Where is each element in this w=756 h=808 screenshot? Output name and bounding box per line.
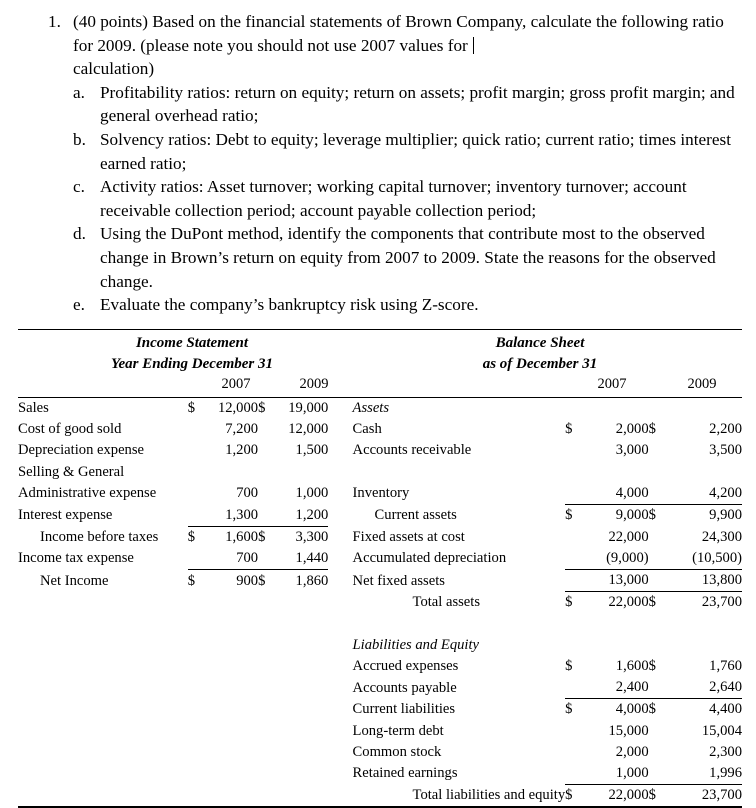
income-statement-row-label: Income tax expense [18, 550, 134, 567]
balance-sheet-2009-value: 13,800 [666, 570, 742, 592]
balance-sheet-2009-currency [649, 570, 666, 592]
balance-sheet-2009-value [666, 462, 742, 483]
income-statement-row-label: Depreciation expense [18, 442, 145, 459]
text-cursor [473, 37, 474, 54]
balance-sheet-2009-value: 24,300 [701, 528, 742, 545]
balance-sheet-2007-value: (9,000) [582, 548, 648, 570]
balance-sheet-col-2007: 2007 [597, 376, 627, 392]
income-statement-2007-currency [188, 505, 203, 527]
income-statement-2009-currency [258, 462, 273, 483]
balance-sheet-2007-currency: $ [565, 657, 573, 674]
table-row [18, 785, 742, 807]
income-statement-2009-value: 12,000 [288, 421, 329, 438]
balance-sheet-2007-currency [565, 440, 582, 461]
table-row [18, 721, 742, 742]
empty-cell [18, 677, 188, 699]
balance-sheet-row-label: Accounts payable [352, 679, 457, 696]
balance-sheet-2009-value: 2,640 [666, 677, 742, 699]
balance-sheet-2007-value: 22,000 [608, 787, 649, 804]
income-statement-2007-value: 700 [236, 485, 259, 502]
subitem-text-e: Evaluate the company’s bankruptcy risk using Z-score. [100, 295, 479, 315]
income-statement-row-label: Income before taxes [40, 528, 159, 545]
income-statement-2009-value: 3,300 [295, 528, 329, 545]
balance-sheet-2007-currency [565, 483, 582, 505]
column-gap [328, 614, 352, 635]
balance-sheet-2007-value: 1,600 [615, 657, 649, 674]
column-gap [328, 483, 352, 505]
empty-cell [18, 656, 188, 677]
balance-sheet-2007-currency [565, 677, 582, 699]
empty-cell [273, 635, 328, 656]
column-gap [328, 526, 352, 548]
balance-sheet-2009-value: 4,200 [666, 483, 742, 505]
balance-sheet-row-label: Long-term debt [352, 722, 444, 739]
income-statement-header-spacer [18, 375, 188, 394]
balance-sheet-row-label: Accumulated depreciation [352, 550, 507, 567]
balance-sheet-2009-currency: $ [648, 657, 656, 674]
table-row [18, 462, 742, 483]
column-gap [328, 592, 352, 614]
subitem-marker-d: d. [73, 224, 86, 244]
empty-cell [188, 742, 203, 763]
table-row [18, 548, 742, 570]
empty-cell [258, 763, 273, 785]
column-gap [328, 505, 352, 527]
table-row [18, 614, 742, 635]
balance-sheet-2009-currency [649, 462, 666, 483]
income-statement-title-line2: Year Ending December 31 [110, 356, 274, 372]
question-subitem-d [73, 222, 742, 293]
empty-cell [273, 614, 328, 635]
balance-sheet-2009-currency [649, 483, 666, 505]
empty-cell [18, 785, 188, 807]
subitem-text-d: Using the DuPont method, identify the components that contribute most to the observed change in Brown’s return on equity from 2007 to 2009. State the reasons for the observed change. [100, 224, 716, 291]
balance-sheet-2009-value: 3,500 [709, 442, 742, 459]
income-statement-2009-value: 1,000 [295, 485, 329, 502]
balance-sheet-row-label: Fixed assets at cost [352, 528, 465, 545]
statements-grid [18, 398, 742, 806]
balance-sheet-col-2009: 2009 [687, 376, 717, 392]
balance-sheet-2009-currency [649, 548, 666, 570]
balance-sheet-2009-value [666, 614, 742, 635]
subitem-marker-c: c. [73, 177, 85, 197]
subitem-text-c: Activity ratios: Asset turnover; working capital turnover; inventory turnover; account receivable collection period; account payable collection period; [100, 177, 687, 220]
empty-cell [258, 614, 273, 635]
column-gap [328, 570, 352, 592]
table-row [18, 419, 742, 440]
balance-sheet-header-spacer [358, 375, 558, 394]
balance-sheet-2009-currency [649, 742, 666, 763]
question-subitem-c [73, 175, 742, 222]
balance-sheet-2009-currency [649, 635, 666, 656]
column-gap [328, 462, 352, 483]
subitem-text-a: Profitability ratios: return on equity; return on assets; profit margin; gross profit margin; and general overhead ratio; [100, 82, 735, 126]
table-row [18, 699, 742, 721]
empty-cell [203, 677, 258, 699]
empty-cell [258, 635, 273, 656]
subitem-marker-a: a. [73, 82, 85, 102]
balance-sheet-2007-currency: $ [565, 421, 573, 438]
empty-cell [188, 677, 203, 699]
income-statement-2009-currency [258, 419, 273, 440]
balance-sheet-2007-value: 2,400 [582, 677, 648, 699]
empty-cell [18, 721, 188, 742]
question-subitem-list [73, 81, 742, 317]
table-row [18, 592, 742, 614]
balance-sheet-row-label: Total assets [412, 594, 481, 611]
income-statement-2009-currency [258, 548, 273, 570]
income-statement-2007-value [203, 462, 258, 483]
income-statement-title [18, 333, 366, 375]
empty-cell [273, 742, 328, 763]
financial-statements-table [18, 329, 742, 808]
table-row [18, 570, 742, 592]
income-statement-2007-value: 7,200 [225, 421, 259, 438]
empty-cell [188, 699, 203, 721]
empty-cell [258, 742, 273, 763]
balance-sheet-2007-value: 22,000 [608, 528, 649, 545]
balance-sheet-2007-currency [565, 548, 582, 570]
income-statement-2007-currency [188, 548, 203, 570]
question-subitem-a [73, 81, 742, 128]
empty-cell [273, 656, 328, 677]
balance-sheet-2007-value: 2,000 [615, 421, 649, 438]
income-statement-2007-currency [188, 483, 203, 505]
empty-cell [188, 614, 203, 635]
empty-cell [203, 614, 258, 635]
balance-sheet-2007-value [582, 635, 648, 656]
balance-sheet-row-label: Accrued expenses [352, 657, 459, 674]
empty-cell [188, 656, 203, 677]
income-statement-2009-currency [258, 505, 273, 527]
column-gap [328, 656, 352, 677]
balance-sheet-2009-currency [649, 398, 666, 419]
empty-cell [258, 677, 273, 699]
column-gap [328, 548, 352, 570]
empty-cell [258, 785, 273, 807]
table-row [18, 505, 742, 527]
balance-sheet-2009-value: 1,996 [666, 763, 742, 785]
balance-sheet-2009-currency: $ [648, 507, 656, 524]
balance-sheet-2007-currency [565, 721, 582, 742]
column-gap [328, 398, 352, 419]
column-header-row [18, 375, 742, 397]
balance-sheet-2007-value: 3,000 [615, 442, 649, 459]
table-row [18, 656, 742, 677]
empty-cell [258, 592, 273, 614]
empty-cell [273, 592, 328, 614]
empty-cell [18, 592, 188, 614]
balance-sheet-2007-currency [565, 526, 582, 548]
balance-sheet-2007-value: 9,000 [615, 507, 649, 524]
income-statement-row-label: Administrative expense [18, 485, 157, 502]
income-statement-col-2007: 2007 [221, 376, 251, 392]
balance-sheet-2007-currency [565, 570, 582, 592]
subitem-text-b: Solvency ratios: Debt to equity; leverage multiplier; quick ratio; current ratio; times interest earned ratio; [100, 129, 731, 173]
balance-sheet-2007-value [582, 462, 648, 483]
empty-cell [203, 656, 258, 677]
column-gap [328, 419, 352, 440]
balance-sheet-2007-currency [565, 462, 582, 483]
income-statement-2009-currency [258, 440, 273, 461]
balance-sheet-title-line2: as of December 31 [482, 356, 598, 372]
income-statement-2009-value: 1,200 [273, 505, 328, 527]
column-gap [328, 699, 352, 721]
balance-sheet-row-label: Liabilities and Equity [352, 636, 480, 653]
statement-titles [18, 330, 742, 375]
empty-cell [18, 742, 188, 763]
column-gap [328, 677, 352, 699]
balance-sheet-row-label: Current liabilities [352, 701, 456, 718]
income-statement-title-line1: Income Statement [135, 335, 249, 351]
income-statement-2007-currency: $ [187, 400, 196, 416]
balance-sheet-row-label: Assets [352, 400, 390, 416]
balance-sheet-2009-currency: $ [648, 421, 656, 438]
balance-sheet-2007-currency [565, 763, 582, 785]
balance-sheet-2009-value: 23,700 [701, 594, 742, 611]
empty-cell [273, 721, 328, 742]
income-statement-2007-value: 1,300 [203, 505, 258, 527]
balance-sheet-2009-value: 15,004 [701, 722, 742, 739]
balance-sheet-2007-currency: $ [565, 594, 573, 611]
balance-sheet-2009-value: (10,500) [666, 548, 742, 570]
balance-sheet-2007-value [582, 398, 648, 419]
table-row [18, 742, 742, 763]
empty-cell [18, 763, 188, 785]
balance-sheet-2009-value: 2,200 [709, 421, 742, 438]
balance-sheet-2007-value: 1,000 [582, 763, 648, 785]
balance-sheet-title [366, 333, 742, 375]
balance-sheet-2007-currency [565, 398, 582, 419]
balance-sheet-row-label [353, 462, 566, 483]
balance-sheet-2007-value: 4,000 [615, 701, 649, 718]
column-gap [328, 785, 352, 807]
balance-sheet-row-label: Common stock [352, 743, 442, 760]
income-statement-row-label: Sales [18, 400, 49, 416]
empty-cell [203, 592, 258, 614]
income-statement-2009-currency: $ [258, 400, 266, 416]
table-row [18, 763, 742, 785]
question-block [0, 0, 756, 317]
balance-sheet-2007-value [582, 614, 648, 635]
empty-cell [18, 614, 188, 635]
balance-sheet-2009-currency [649, 721, 666, 742]
balance-sheet-row-label: Inventory [352, 485, 410, 502]
table-row [18, 677, 742, 699]
balance-sheet-2007-value: 2,000 [615, 743, 649, 760]
empty-cell [203, 699, 258, 721]
balance-sheet-2009-currency [649, 614, 666, 635]
balance-sheet-2009-value: 2,300 [709, 743, 742, 760]
balance-sheet-2009-currency [649, 526, 666, 548]
empty-cell [273, 699, 328, 721]
income-statement-2009-value: 19,000 [288, 400, 329, 416]
income-statement-2007-value: 900 [236, 572, 259, 589]
income-statement-row-label: Net Income [40, 572, 109, 589]
empty-cell [203, 763, 258, 785]
income-statement-2009-value: 1,860 [295, 572, 329, 589]
empty-cell [273, 785, 328, 807]
income-statement-2007-value: 700 [203, 548, 258, 570]
balance-sheet-2007-currency: $ [565, 787, 573, 804]
income-statement-2009-value: 1,500 [295, 442, 329, 459]
question-item-1 [14, 10, 742, 317]
empty-cell [203, 742, 258, 763]
income-statement-2009-currency: $ [258, 528, 266, 545]
table-row [18, 526, 742, 548]
balance-sheet-2009-currency: $ [648, 594, 656, 611]
table-row [18, 635, 742, 656]
subitem-marker-e: e. [73, 295, 85, 315]
column-gap [328, 721, 352, 742]
empty-cell [273, 763, 328, 785]
income-statement-row-label: Cost of good sold [18, 421, 122, 438]
empty-cell [188, 785, 203, 807]
balance-sheet-row-label: Accounts receivable [352, 442, 472, 459]
balance-sheet-row-label [353, 614, 566, 635]
question-subitem-b [73, 128, 742, 175]
income-statement-2007-value: 12,000 [217, 400, 259, 416]
balance-sheet-2007-value: 13,000 [582, 570, 648, 592]
empty-cell [188, 635, 203, 656]
empty-cell [18, 635, 188, 656]
income-statement-2007-currency [188, 419, 203, 440]
balance-sheet-2007-value: 22,000 [608, 594, 649, 611]
income-statement-2007-value: 1,200 [225, 442, 259, 459]
balance-sheet-2009-value: 1,760 [709, 657, 742, 674]
empty-cell [203, 721, 258, 742]
balance-sheet-2009-value: 4,400 [709, 701, 742, 718]
balance-sheet-2009-value: 9,900 [709, 507, 742, 524]
balance-sheet-row-label: Net fixed assets [352, 572, 445, 589]
balance-sheet-2007-value: 4,000 [582, 483, 648, 505]
balance-sheet-2007-currency: $ [565, 701, 573, 718]
balance-sheet-2007-currency [565, 742, 582, 763]
balance-sheet-title-line1: Balance Sheet [495, 335, 585, 351]
income-statement-2007-currency [188, 440, 203, 461]
balance-sheet-2007-value: 15,000 [608, 722, 649, 739]
balance-sheet-2009-currency [649, 440, 666, 461]
balance-sheet-2009-value: 23,700 [701, 787, 742, 804]
balance-sheet-2009-value [666, 635, 742, 656]
balance-sheet-2007-currency [565, 635, 582, 656]
empty-cell [258, 721, 273, 742]
income-statement-2007-value: 1,600 [225, 528, 259, 545]
balance-sheet-2009-currency: $ [648, 787, 656, 804]
empty-cell [18, 699, 188, 721]
income-statement-2009-currency: $ [258, 572, 266, 589]
balance-sheet-2009-currency: $ [648, 701, 656, 718]
column-gap [328, 440, 352, 461]
question-list [14, 10, 742, 317]
empty-cell [273, 677, 328, 699]
empty-cell [188, 592, 203, 614]
column-gap [328, 763, 352, 785]
balance-sheet-2009-currency [649, 763, 666, 785]
balance-sheet-row-label: Cash [352, 421, 382, 438]
balance-sheet-2007-currency: $ [565, 507, 573, 524]
income-statement-row-label: Interest expense [18, 507, 113, 524]
column-gap [328, 635, 352, 656]
balance-sheet-2007-currency [565, 614, 582, 635]
empty-cell [203, 635, 258, 656]
balance-sheet-row-label: Retained earnings [352, 765, 458, 782]
income-statement-2009-currency [258, 483, 273, 505]
empty-cell [203, 785, 258, 807]
subitem-marker-b: b. [73, 129, 86, 149]
question-stem-tail: calculation) [73, 59, 155, 79]
table-row [18, 398, 742, 419]
balance-sheet-row-label: Current assets [374, 507, 457, 524]
table-row [18, 483, 742, 505]
empty-cell [188, 763, 203, 785]
empty-cell [258, 699, 273, 721]
income-statement-2007-currency: $ [187, 528, 196, 545]
column-gap [328, 742, 352, 763]
income-statement-2007-currency: $ [187, 572, 196, 589]
balance-sheet-2009-currency [649, 677, 666, 699]
empty-cell [258, 656, 273, 677]
question-stem: (40 points) Based on the financial statements of Brown Company, calculate the following ratio for 2009. (please note you should not use 2007 values for [73, 12, 724, 55]
question-number: 1. [48, 12, 61, 31]
income-statement-col-2009: 2009 [299, 376, 329, 392]
empty-cell [188, 721, 203, 742]
income-statement-2007-currency [188, 462, 203, 483]
balance-sheet-2009-value [666, 398, 742, 419]
income-statement-row-label: Selling & General [18, 463, 125, 480]
balance-sheet-row-label: Total liabilities and equity [412, 787, 566, 804]
income-statement-2009-value: 1,440 [273, 548, 328, 570]
table-row [18, 440, 742, 461]
question-subitem-e [73, 293, 742, 317]
income-statement-2009-value [273, 462, 328, 483]
